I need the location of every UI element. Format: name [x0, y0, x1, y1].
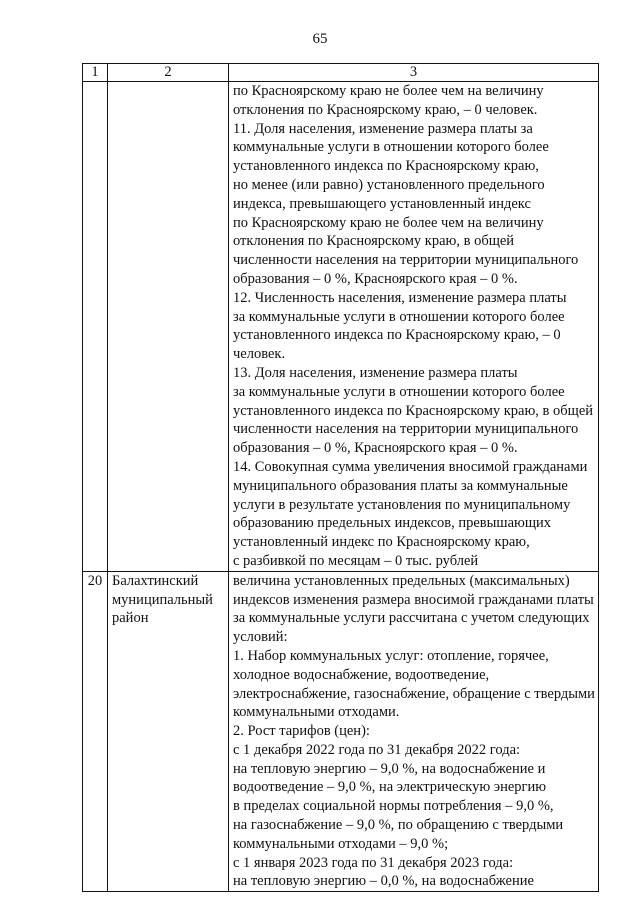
text-line: индексов изменения размера вносимой гражданами платы [233, 591, 594, 608]
text-line: с 1 января 2023 года по 31 декабря 2023 года: [233, 854, 514, 871]
page-number: 65 [312, 31, 328, 47]
header-col-3: 3 [229, 64, 599, 82]
municipality-name [108, 571, 229, 892]
text-line: образования – 0 %, Красноярского края – 0 %. [233, 440, 518, 457]
municipality-name [108, 82, 229, 572]
text-line: на тепловую энергию – 0,0 %, на водоснабжение [233, 873, 534, 890]
text-line: коммунальными отходами – 9,0 %; [233, 835, 449, 852]
text-line: с 1 декабря 2022 года по 31 декабря 2022 года: [233, 741, 521, 758]
text-line: в пределах социальной нормы потребления – 9,0 %, [233, 798, 554, 815]
text-line: Балахтинский [112, 572, 199, 589]
row-text [229, 82, 599, 572]
header-col-1: 1 [83, 64, 108, 82]
text-line: электроснабжение, газоснабжение, обращение с твердыми [233, 685, 595, 702]
text-line: на газоснабжение – 9,0 %, по обращению с твердыми [233, 817, 564, 834]
text-line: коммунальные услуги в отношении которого более [233, 139, 549, 156]
text-line: условий: [233, 629, 288, 646]
text-line: человек. [233, 346, 286, 363]
text-line: установленного индекса по Красноярскому краю, [233, 158, 539, 175]
text-line: по Красноярскому краю не более чем на величину [233, 83, 544, 99]
row-text [229, 571, 599, 892]
row-number [83, 82, 108, 572]
text-line: по Красноярскому краю не более чем на величину [233, 214, 544, 231]
text-line: коммунальными отходами. [233, 704, 400, 721]
text-line: индекса, превышающего установленный индекс [233, 195, 531, 212]
text-line: муниципального образования платы за коммунальные [233, 477, 568, 494]
text-line: установленного индекса по Красноярскому краю, в общей [233, 402, 594, 419]
table-header-row [83, 64, 599, 82]
text-line: на тепловую энергию – 9,0 %, на водоснабжение и [233, 760, 546, 777]
text-line: установленного индекса по Красноярскому краю, – 0 [233, 327, 561, 344]
text-line: район [112, 610, 149, 627]
text-line: установленный индекс по Красноярскому краю, [233, 534, 530, 551]
text-line: за коммунальные услуги в отношении которого более [233, 308, 565, 325]
text-line: численности населения на территории муниципального [233, 252, 579, 269]
text-line: услуги в результате установления по муниципальному [233, 496, 571, 513]
text-line: отклонения по Красноярскому краю, в общей [233, 233, 515, 250]
text-line: 1. Набор коммунальных услуг: отопление, горячее, [233, 647, 549, 664]
text-line: 2. Рост тарифов (цен): [233, 723, 370, 740]
text-line: холодное водоснабжение, водоотведение, [233, 666, 490, 683]
text-line: 13. Доля населения, изменение размера платы [233, 364, 518, 381]
text-line: за коммунальные услуги в отношении которого более [233, 383, 565, 400]
text-line: с разбивкой по месяцам – 0 тыс. рублей [233, 552, 479, 569]
table-row [83, 571, 599, 892]
text-line: образования – 0 %, Красноярского края – 0 %. [233, 270, 518, 287]
text-line: 11. Доля населения, изменение размера платы за [233, 120, 533, 137]
text-line: за коммунальные услуги рассчитана с учетом следующих [233, 610, 590, 627]
text-line: отклонения по Красноярскому краю, – 0 человек. [233, 101, 538, 118]
text-line: но менее (или равно) установленного предельного [233, 176, 545, 193]
row-number: 20 [83, 571, 108, 892]
text-line: величина установленных предельных (максимальных) [233, 572, 570, 589]
text-line: численности населения на территории муниципального [233, 421, 579, 438]
header-col-2: 2 [108, 64, 229, 82]
text-line: образованию предельных индексов, превышающих [233, 515, 552, 532]
text-line: 12. Численность населения, изменение размера платы [233, 289, 567, 306]
regulation-table [82, 63, 599, 892]
text-line: водоотведение – 9,0 %, на электрическую энергию [233, 779, 547, 796]
table-row [83, 82, 599, 572]
text-line: муниципальный [112, 591, 213, 608]
text-line: 14. Совокупная сумма увеличения вносимой гражданами [233, 458, 588, 475]
